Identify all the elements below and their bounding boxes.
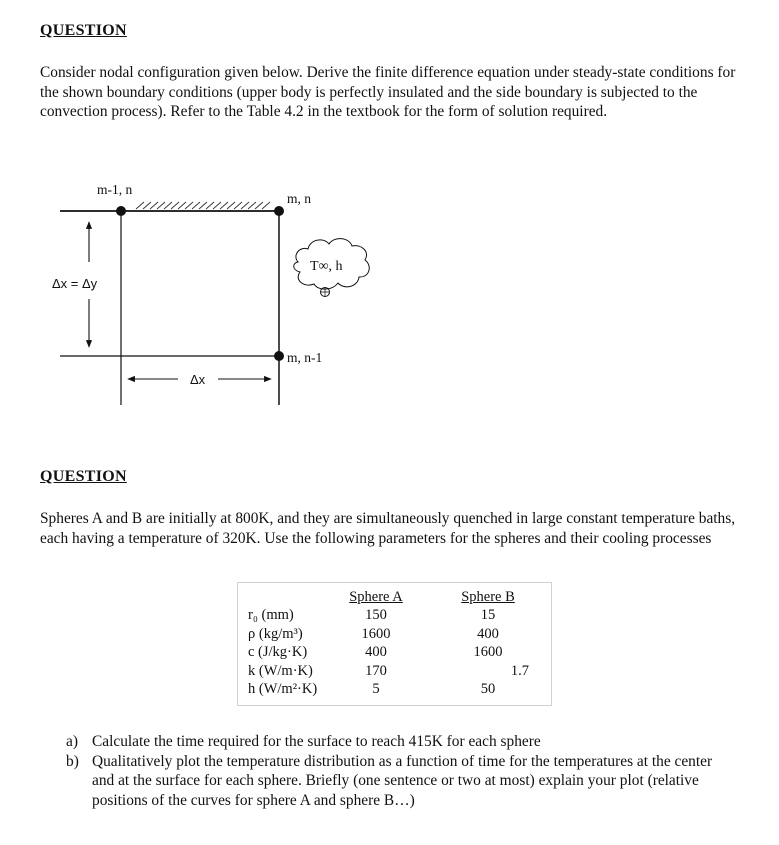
task-text: Calculate the time required for the surface to reach 415K for each sphere	[92, 733, 541, 750]
cell-sphere-a: 1600	[361, 625, 391, 642]
node-m-n	[274, 206, 284, 216]
cell-sphere-b: 15	[480, 607, 496, 623]
task-marker: b)	[66, 752, 79, 770]
label-m-n-1: m, n-1	[287, 350, 323, 365]
insulation-hatch	[136, 202, 270, 209]
question-1-heading: QUESTION	[40, 22, 127, 39]
table-row	[238, 662, 552, 681]
row-label: r₀ (mm)	[248, 607, 294, 623]
node-m-n-1	[274, 351, 284, 361]
row-label: k (W/m·K)	[248, 662, 313, 679]
label-m-1-n: m-1, n	[97, 182, 133, 197]
table-row	[238, 643, 552, 662]
table-header-row	[238, 583, 552, 607]
cell-sphere-b: 1.7	[510, 662, 529, 679]
list-item	[66, 732, 736, 752]
task-marker: a)	[66, 733, 78, 750]
cell-sphere-a: 400	[365, 644, 387, 660]
row-label: ρ (kg/m³)	[248, 625, 303, 642]
cell-sphere-a: 5	[372, 681, 380, 697]
question-2-text: Spheres A and B are initially at 800K, and they are simultaneously quenched in large constant temperature baths, each having a temperature of 320K. Use the following parameters for the spheres and their cooling processes	[40, 510, 736, 547]
grid-lines	[60, 211, 279, 405]
width-label: Δx	[190, 372, 206, 387]
sphere-parameters-table	[237, 582, 552, 706]
cell-sphere-b: 50	[480, 681, 496, 697]
node-m-1-n	[116, 206, 126, 216]
row-label: h (W/m²·K)	[248, 681, 318, 697]
task-list	[66, 732, 736, 810]
label-m-n: m, n	[287, 191, 312, 206]
cell-sphere-a: 170	[365, 662, 387, 679]
table-row	[238, 625, 552, 644]
cloud-label: T∞, h	[310, 259, 343, 274]
question-1-text: Consider nodal configuration given below. Derive the finite difference equation under steady-state conditions for the shown boundary conditions (upper body is perfectly insulated and the side boundary is subjected to the convection process). Refer to the Table 4.2 in the textbook for the form of solution required.	[40, 64, 736, 120]
col-sphere-a: Sphere A	[349, 589, 403, 605]
row-label: c (J/kg·K)	[248, 644, 308, 660]
question-2-heading: QUESTION	[40, 468, 127, 485]
height-label: Δx = Δy	[52, 276, 98, 291]
table-row	[238, 606, 552, 625]
cell-sphere-a: 150	[365, 607, 387, 623]
cell-sphere-b: 400	[477, 625, 499, 642]
cell-sphere-b: 1600	[473, 644, 503, 660]
col-sphere-b: Sphere B	[461, 589, 515, 605]
task-text: Qualitatively plot the temperature distribution as a function of time for the temperatures at the center and at the surface for each sphere. Briefly (one sentence or two at most) explain your plot (relative positions of the curves for sphere A and sphere B…)	[92, 752, 713, 809]
table-row	[238, 680, 552, 705]
list-item	[66, 752, 736, 811]
